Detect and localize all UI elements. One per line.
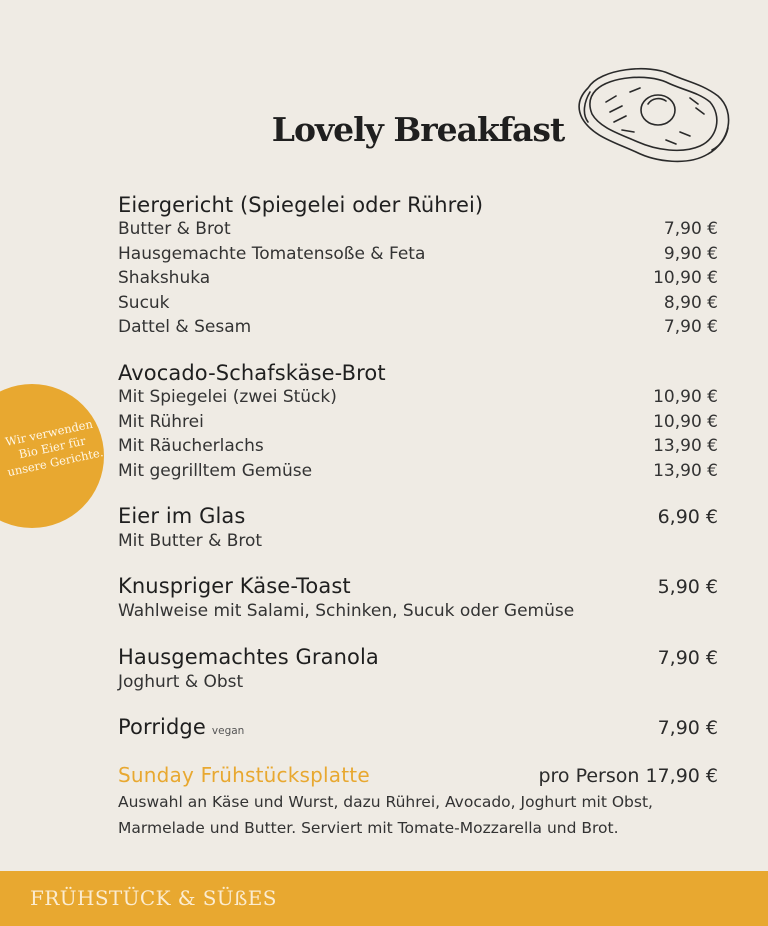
item-name: Butter & Brot bbox=[118, 219, 231, 239]
section-title: Hausgemachtes Granola bbox=[118, 645, 379, 669]
vegan-note: vegan bbox=[211, 725, 245, 737]
menu-section-kaese-toast bbox=[118, 574, 718, 624]
item-price: 10,90 € bbox=[653, 387, 718, 407]
footer-title: FRÜHSTÜCK & SÜßES bbox=[30, 886, 277, 910]
bio-eggs-badge-text: Wir verwenden Bio Eier für unsere Gerichte. bbox=[4, 416, 105, 480]
menu-item bbox=[118, 266, 718, 291]
menu-item bbox=[118, 459, 718, 484]
section-price: 7,90 € bbox=[657, 717, 718, 739]
item-name: Mit gegrilltem Gemüse bbox=[118, 460, 313, 481]
menu-section-avocado bbox=[118, 361, 718, 483]
menu-section-sunday bbox=[118, 763, 718, 841]
menu-section-eiergericht bbox=[118, 193, 718, 340]
fried-egg-icon bbox=[570, 62, 736, 172]
section-title: Knuspriger Käse-Toast bbox=[118, 574, 351, 598]
sunday-title: Sunday Frühstücksplatte bbox=[118, 763, 370, 787]
item-price: 10,90 € bbox=[653, 411, 718, 432]
section-subtitle: Wahlweise mit Salami, Schinken, Sucuk oder Gemüse bbox=[118, 601, 575, 621]
section-title: Eiergericht (Spiegelei oder Rührei) bbox=[118, 193, 484, 217]
menu-section-porridge bbox=[118, 715, 718, 739]
item-name: Mit Rührei bbox=[118, 411, 204, 432]
menu-title: Lovely Breakfast bbox=[271, 110, 565, 149]
menu-item bbox=[118, 434, 718, 459]
sunday-description: Auswahl an Käse und Wurst, dazu Rührei, Avocado, Joghurt mit Obst, Marmelade und Butter. Serviert mit Tomate-Mozzarella und Brot. bbox=[118, 793, 653, 837]
section-title: Porridge bbox=[118, 715, 206, 739]
section-price: 6,90 € bbox=[657, 506, 718, 528]
menu-item bbox=[118, 385, 718, 410]
item-price: 7,90 € bbox=[663, 219, 718, 239]
menu-item bbox=[118, 217, 718, 242]
menu-item bbox=[118, 315, 718, 340]
section-price: 5,90 € bbox=[657, 576, 718, 598]
menu-section-granola bbox=[118, 645, 718, 695]
section-title: Eier im Glas bbox=[118, 504, 246, 528]
item-name: Mit Spiegelei (zwei Stück) bbox=[118, 387, 337, 407]
item-price: 13,90 € bbox=[653, 436, 718, 457]
item-price: 13,90 € bbox=[653, 460, 718, 481]
section-title: Avocado-Schafskäse-Brot bbox=[118, 361, 386, 385]
item-name: Shakshuka bbox=[118, 268, 211, 289]
section-subtitle: Joghurt & Obst bbox=[118, 672, 244, 692]
item-price: 7,90 € bbox=[663, 317, 718, 338]
item-name: Dattel & Sesam bbox=[118, 317, 252, 338]
menu-item bbox=[118, 291, 718, 316]
item-price: 9,90 € bbox=[663, 243, 718, 264]
item-name: Hausgemachte Tomatensoße & Feta bbox=[118, 243, 426, 264]
footer-banner bbox=[0, 871, 768, 926]
sunday-price: pro Person 17,90 € bbox=[538, 765, 718, 787]
menu-item bbox=[118, 410, 718, 435]
section-price: 7,90 € bbox=[657, 647, 718, 669]
menu-section-eier-im-glas bbox=[118, 504, 718, 554]
item-name: Sucuk bbox=[118, 292, 170, 313]
menu-item bbox=[118, 242, 718, 267]
section-subtitle: Mit Butter & Brot bbox=[118, 531, 263, 551]
item-name: Mit Räucherlachs bbox=[118, 436, 264, 457]
item-price: 8,90 € bbox=[663, 292, 718, 313]
item-price: 10,90 € bbox=[653, 268, 718, 289]
